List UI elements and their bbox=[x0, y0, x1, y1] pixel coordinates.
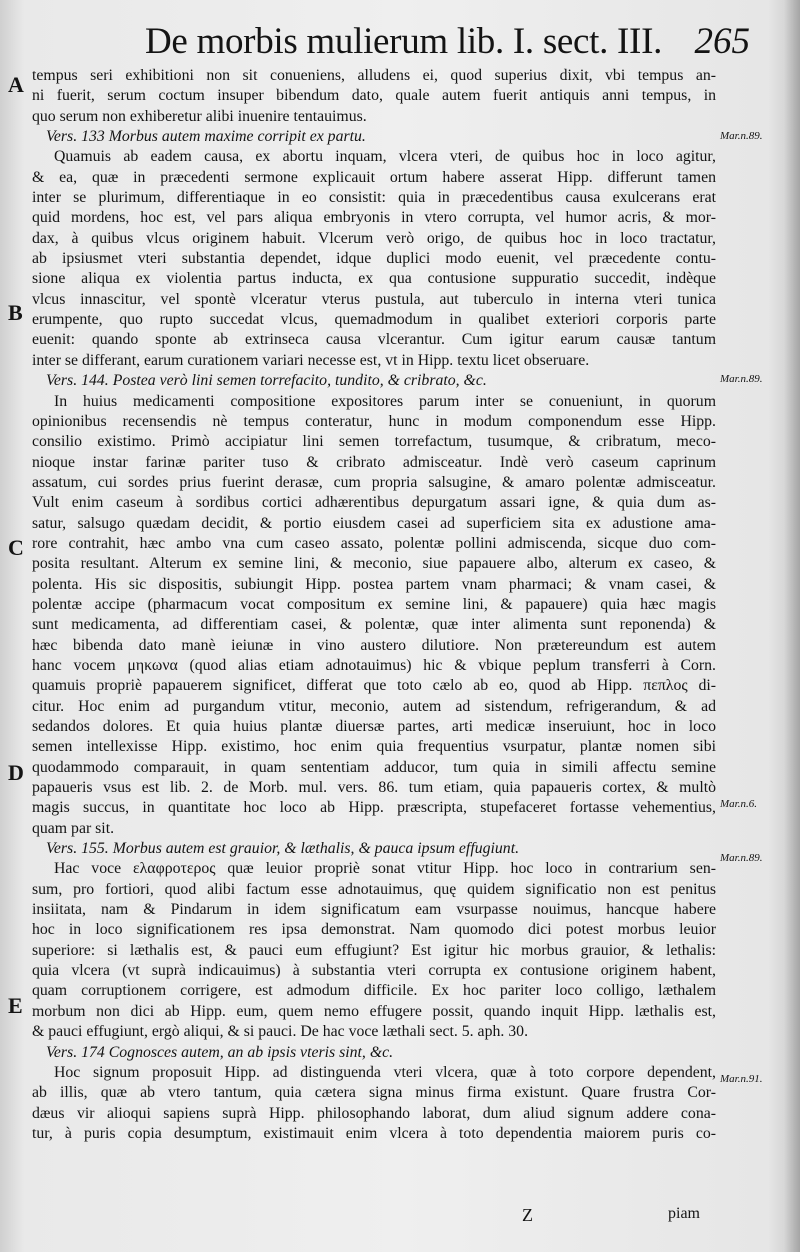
verse-reference: Vers. 155. Morbus autem est grauior, & læthalis, & pauca ipsum effugiunt. bbox=[46, 840, 520, 858]
margin-letter-a: A bbox=[8, 72, 24, 97]
margin-note: Mar.n.6. bbox=[720, 798, 757, 810]
text-line: erumpente, quo rupto succedat vlcus, quemadmodum in qualibet exteriori corporis parte bbox=[32, 311, 716, 329]
margin-letter-e: E bbox=[8, 993, 23, 1018]
text-line: hæc bibenda dato manè ieiunæ in vino austero dilutiore. Non prætereundum est autem bbox=[32, 636, 716, 654]
text-line: ab illis, quæ ab vtero tantum, quia cætera signa minus firma existunt. Quare frustra Cor- bbox=[32, 1084, 716, 1102]
text-line: sedandos dolores. Et quia huius plantæ diuersæ partes, arti medicæ inseruiunt, hoc in loco bbox=[32, 718, 716, 735]
text-line: Vult enim caseum à sordibus cortici adhærentibus depurgatum assari igne, & quia dum as- bbox=[32, 494, 716, 512]
text-line: inter se plurimum, differentiaque in eo consistit: quia in præcedentibus causa exulcerans erat bbox=[32, 189, 716, 207]
text-line: papaueris vsus est lib. 2. de Morb. mul. vers. 86. tum etiam, quia papaueris cortex, & multò bbox=[32, 779, 716, 797]
text-line: assatum, cui sordes prius fuerint derasæ, cum propria salsugine, & amaro polentæ admisceatur. bbox=[32, 473, 716, 491]
verse-reference: Vers. 133 Morbus autem maxime corripit ex partu. bbox=[46, 128, 366, 146]
text-line: quia vlcera (vt suprà indicauimus) à substantia vteri corrupta ex contusione originem habent, bbox=[32, 962, 716, 980]
text-line: Hoc signum proposuit Hipp. ad distinguenda vteri vlcera, quæ à toto corpore dependent, bbox=[54, 1063, 716, 1081]
text-line: nioque instar farinæ pariter tuso & cribrato admisceatur. Indè verò caseum caprinum bbox=[32, 453, 716, 471]
text-line: magis succus, in quantitate hoc loco ab Hipp. præscripta, stupefaceret fortasse vehementius, bbox=[32, 799, 716, 817]
text-line: polenta. His sic dispositis, subiungit Hipp. postea partem vnam pharmaci; & vnam casei, & bbox=[32, 575, 716, 593]
text-line: semen intellexisse Hipp. existimo, hoc enim quia frequentius vsurpatur, plantæ nomen sibi bbox=[32, 738, 716, 756]
text-line: hanc vocem μηκωνα (quod alias etiam adnotauimus) hic & vbique peplum transferri à Corn. bbox=[32, 656, 716, 674]
text-line: tempus seri exhibitioni non sit conueniens, alludens ei, quod superius dixit, vbi tempus an- bbox=[32, 67, 716, 84]
text-line: quamuis propriè papauerem significet, differat que toto cælo ab eo, quod ab Hipp. πεπλος di- bbox=[32, 677, 716, 695]
text-line: quodammodo comparauit, in quam sententiam adducor, tum quia in simili affectu semine bbox=[32, 758, 716, 776]
text-line: posita resultant. Alterum ex semine lini, & meconio, siue papauere albo, alterum ex caseo, & bbox=[32, 555, 716, 573]
text-line: morbum non dici ab Hipp. eum, quem nemo effugere possit, quando inquit Hipp. læthalis est, bbox=[32, 1002, 716, 1020]
text-line: polentæ accipe (pharmacum vocat compositum ex semine lini, & papauere) quia hæc magis bbox=[32, 595, 716, 613]
verse-reference: Vers. 144. Postea verò lini semen torrefacito, tundito, & cribrato, &c. bbox=[46, 372, 487, 390]
text-line: satur, salsugo quædam decidit, & portio eiusdem casei ad superficiem sita ex adustione ama- bbox=[32, 514, 716, 532]
text-line: dax, à quibus vlcus originem habuit. Vlcerum verò origo, de quibus hoc in loco tractatur, bbox=[32, 229, 716, 247]
text-line: sunt medicamenta, ad differentiam casei, & polentæ, quæ inter alimenta sunt reponenda) & bbox=[32, 616, 716, 634]
verse-reference: Vers. 174 Cognosces autem, an ab ipsis vteris sint, &c. bbox=[46, 1043, 394, 1061]
catchword: piam bbox=[668, 1205, 700, 1222]
page-edge-shadow bbox=[784, 0, 800, 1252]
text-line: & pauci effugiunt, ergò aliqui, & si pauci. De hac voce læthali sect. 5. aph. 30. bbox=[32, 1023, 529, 1041]
signature-mark: Z bbox=[522, 1205, 533, 1225]
text-line: rore contrahit, hæc ambo vna cum caseo assato, polentæ pollini admiscenda, sicque duo com- bbox=[32, 534, 716, 552]
page-header bbox=[130, 18, 750, 62]
text-line: ni fuerit, serum coctum insuper bibendum dato, quale autem fuerit antiquis anni tempus, in bbox=[32, 87, 716, 105]
text-line: ab ipsiusmet vteri substantia dependet, idque duplici modo euenit, vel præcedente contu- bbox=[32, 250, 716, 268]
text-line: sum, pro fortiori, quod alibi factum esse adnotauimus, quę quidem significatio non est penitus bbox=[32, 880, 716, 898]
text-line: euenit: quando sponte ab extrinseca causa vlcerantur. Cum igitur earum causæ tantum bbox=[32, 331, 716, 349]
text-line: quid mordens, hoc est, vel pars aliqua embryonis in vtero corrupta, vel humor acris, & mor- bbox=[32, 209, 716, 227]
text-line: hoc in loco significationem res ipsa demonstrat. Nam quomodo dici potest morbus leuior bbox=[32, 921, 716, 939]
margin-letter-d: D bbox=[8, 760, 24, 785]
page-number: 265 bbox=[694, 21, 750, 62]
text-line: Hac voce ελαφροτερος quæ leuior propriè sonat vtitur Hipp. hoc loco in contrarium sen- bbox=[54, 860, 716, 878]
margin-note: Mar.n.89. bbox=[720, 373, 763, 385]
text-line: consilio existimo. Primò accipiatur lini semen torrefactum, tusumque, & cribratum, meco- bbox=[32, 433, 716, 451]
text-line: opinionibus recensendis nè tempus conteratur, hunc in modum componendum esse Hipp. bbox=[32, 412, 716, 430]
margin-note: Mar.n.89. bbox=[720, 130, 763, 142]
text-line: & ea, quæ in præcedenti sermone explicauit ortum habere asserat Hipp. differunt tamen bbox=[32, 168, 716, 186]
text-line: In huius medicamenti compositione expositores parum inter se conueniunt, in quorum bbox=[54, 392, 716, 410]
text-line: vlcus innascitur, vel spontè vlceratur vterus pustula, aut tuberculo in interna vteri tunica bbox=[32, 290, 716, 308]
text-line: Quamuis ab eadem causa, ex abortu inquam, vlcera vteri, de quibus hoc in loco agitur, bbox=[54, 148, 716, 166]
text-line: quam corruptionem corrigere, est admodum difficile. Ex hoc pariter loco colligo, læthalem bbox=[32, 982, 716, 1000]
running-title: De morbis mulierum lib. I. sect. III. bbox=[145, 21, 663, 62]
margin-letter-b: B bbox=[8, 300, 23, 325]
text-line: tur, à puris copia desumptum, existimauit enim vlcera à toto dependentia maiorem puris co- bbox=[32, 1124, 716, 1142]
text-line: quo serum non exhiberetur alibi inuenire tentauimus. bbox=[32, 107, 367, 125]
body-text bbox=[32, 66, 716, 1144]
text-line: inter se differant, earum curationem variari necesse est, vt in Hipp. textu licet obseruare. bbox=[32, 351, 590, 369]
text-line: superiore: si læthalis est, & pauci eum effugiunt? Est igitur hic morbus grauior, & lethalis: bbox=[32, 941, 716, 959]
text-line: dæus vir alioqui sapiens suprà Hipp. philosophando laborat, dum aliud signum addere cona- bbox=[32, 1104, 716, 1122]
margin-note: Mar.n.91. bbox=[720, 1073, 763, 1085]
text-line: sione aliqua ex violentia partus inducta, ex qua contusione suppuratio succedit, indèque bbox=[32, 270, 716, 288]
margin-note: Mar.n.89. bbox=[720, 852, 763, 864]
text-line: quam par sit. bbox=[32, 819, 115, 837]
margin-letter-c: C bbox=[8, 535, 24, 560]
text-line: citur. Hoc enim ad purgandum vtitur, meconio, autem ad sistendum, refrigerandum, & ad bbox=[32, 697, 716, 715]
text-line: insiitata, nam & Pindarum in idem significatum eam vsurpasse nouimus, hancque habere bbox=[32, 901, 716, 919]
